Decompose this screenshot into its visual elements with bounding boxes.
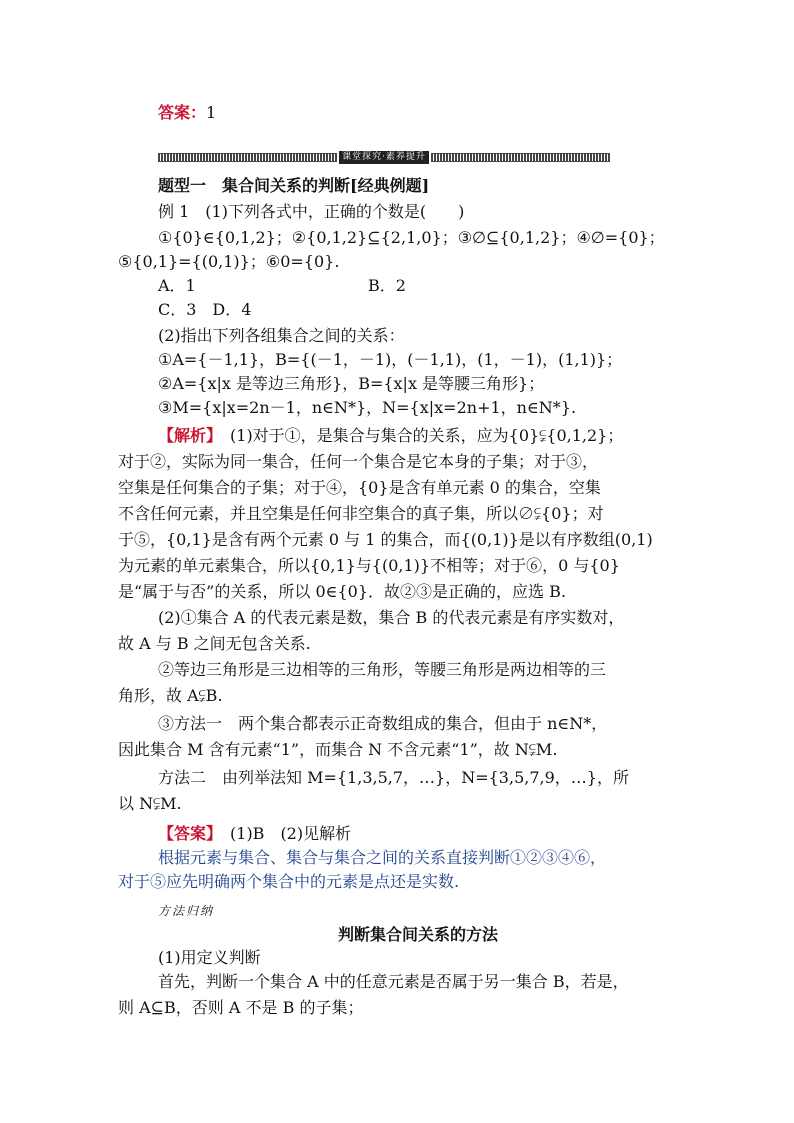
- option-b: B．2: [368, 276, 406, 295]
- banner-stripe-left: [158, 153, 337, 162]
- solution-label: 【解析】: [158, 426, 215, 445]
- answer-label: 【答案】: [158, 824, 215, 843]
- solution-text-1: (1)对于①，是集合与集合的关系，应为{0}⫋{0,1,2}；: [214, 426, 624, 445]
- tip-line-2: 对于⑤应先明确两个集合中的元素是点还是实数.: [118, 872, 460, 891]
- solution-line-15: 以 N⫋M.: [118, 794, 182, 813]
- method-label: 方法归纳: [158, 904, 215, 918]
- solution-line-10: ②等边三角形是三边相等的三角形，等腰三角形是两边相等的三: [158, 660, 607, 679]
- solution-line-8: (2)①集合 A 的代表元素是数，集合 B 的代表元素是有序实数对，: [158, 608, 625, 627]
- solution-line-11: 角形，故 A⫋B.: [118, 686, 223, 705]
- example-line-6: ②A={x|x 是等边三角形}，B={x|x 是等腰三角形}；: [158, 374, 545, 393]
- solution-line-7: 是“属于与否”的关系，所以 0∈{0}．故②③是正确的，应选 B.: [118, 582, 566, 601]
- solution-line-12: ③方法一 两个集合都表示正奇数组成的集合，但由于 n∈N*，: [158, 714, 608, 733]
- solution-line-3: 空集是任何集合的子集；对于④，{0}是含有单元素 0 的集合，空集: [118, 478, 601, 497]
- example-line-1: 例 1 (1)下列各式中，正确的个数是( ): [158, 202, 465, 221]
- example-line-7: ③M={x|x=2n－1，n∈N*}，N={x|x=2n+1，n∈N*}.: [158, 398, 577, 417]
- banner-tag: 课堂探究·素养提升: [339, 151, 429, 164]
- solution-line-6: 为元素的单元素集合，所以{0,1}与{(0,1)}不相等；对于⑥，0 与{0}: [118, 556, 620, 575]
- example-line-2: ①{0}∈{0,1,2}；②{0,1,2}⊆{2,1,0}；③∅⊆{0,1,2}；④∅={0}；: [158, 228, 665, 247]
- method-line-1: (1)用定义判断: [158, 948, 261, 967]
- solution-line-2: 对于②，实际为同一集合，任何一个集合是它本身的子集；对于③，: [118, 452, 599, 471]
- solution-line-1: [158, 426, 718, 446]
- example-line-4: (2)指出下列各组集合之间的关系：: [158, 326, 405, 345]
- method-line-3: 则 A⊆B，否则 A 不是 B 的子集；: [118, 998, 364, 1017]
- example-line-3: ⑤{0,1}={(0,1)}；⑥0={0}.: [118, 252, 340, 271]
- top-answer-label: 答案：: [158, 103, 207, 122]
- answer-line: [158, 824, 718, 844]
- solution-line-14: 方法二 由列举法知 M={1,3,5,7，…}，N={3,5,7,9，…}，所: [158, 768, 629, 787]
- solution-line-13: 因此集合 M 含有元素“1”，而集合 N 不含元素“1”，故 N⫋M.: [118, 740, 558, 759]
- option-cd: C．3 D．4: [158, 300, 252, 319]
- section-heading: 题型一 集合间关系的判断[经典例题]: [158, 176, 430, 195]
- example-line-5: ①A={－1,1}，B={(－1，－1)，(－1,1)，(1，－1)，(1,1)}；: [158, 350, 623, 369]
- top-answer-value: 1: [206, 103, 217, 122]
- solution-line-4: 不含任何元素，并且空集是任何非空集合的真子集，所以∅⫋{0}；对: [118, 504, 604, 523]
- answer-value: (1)B (2)见解析: [214, 824, 352, 843]
- solution-line-5: 于⑤，{0,1}是含有两个元素 0 与 1 的集合，而{(0,1)}是以有序数组(0,1): [118, 530, 653, 549]
- option-a: A．1: [158, 276, 196, 295]
- method-title: 判断集合间关系的方法: [337, 925, 498, 944]
- top-answer: [158, 100, 216, 123]
- tip-line-1: 根据元素与集合、集合与集合之间的关系直接判断①②③④⑥，: [158, 848, 607, 867]
- method-line-2: 首先，判断一个集合 A 中的任意元素是否属于另一集合 B，若是，: [158, 972, 629, 991]
- section-banner: [158, 150, 610, 164]
- solution-line-9: 故 A 与 B 之间无包含关系.: [118, 634, 311, 653]
- banner-stripe-right: [431, 153, 610, 162]
